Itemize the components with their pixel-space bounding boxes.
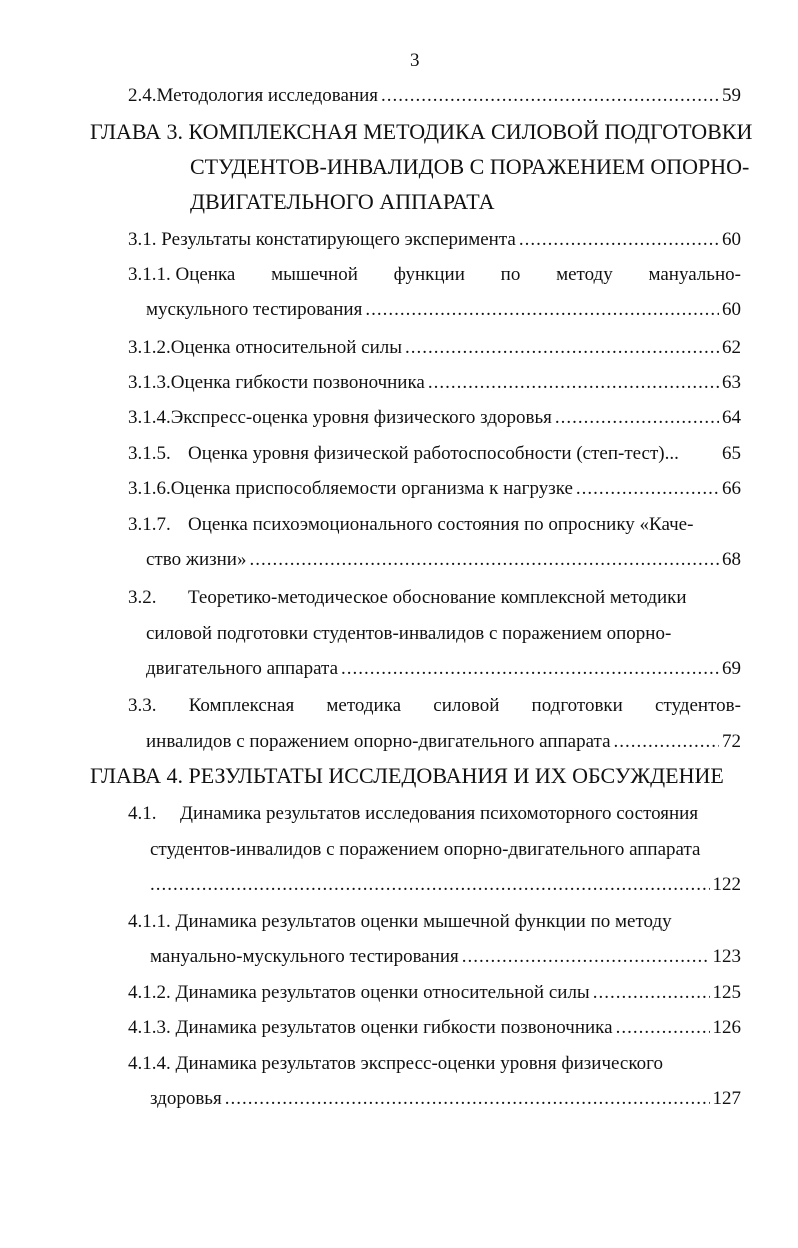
toc-entry-3-1-1-line-2[interactable] [146, 298, 741, 322]
toc-entry-3-1-4[interactable] [128, 406, 741, 430]
leader-dots [150, 873, 710, 897]
toc-page: 69 [722, 658, 741, 679]
toc-page: 59 [722, 85, 741, 106]
toc-entry-4-1-4-line-2[interactable] [150, 1087, 741, 1111]
toc-number: 2.4. [128, 85, 157, 106]
toc-entry-3-1-2[interactable] [128, 336, 741, 360]
chapter-heading-4[interactable]: ГЛАВА 4. РЕЗУЛЬТАТЫ ИССЛЕДОВАНИЯ И ИХ ОБСУЖДЕНИЕ [90, 763, 724, 788]
toc-entry-3-1-7-line-2[interactable] [146, 548, 741, 572]
toc-title: Оценка гибкости позвоночника [170, 372, 425, 393]
toc-word: подготовки [531, 695, 623, 716]
toc-entry-4-1-line-1[interactable] [128, 802, 741, 826]
toc-page: 65 [722, 443, 741, 464]
leader-dots [519, 228, 719, 252]
toc-entry-2-4[interactable] [128, 84, 741, 108]
toc-page: 64 [722, 407, 741, 428]
chapter-heading-3-line-1[interactable]: ГЛАВА 3. КОМПЛЕКСНАЯ МЕТОДИКА СИЛОВОЙ ПОДГОТОВКИ [90, 119, 753, 144]
toc-title: 4.1.3. Динамика результатов оценки гибкости позвоночника [128, 1017, 613, 1038]
toc-entry-3-3-line-1[interactable] [128, 694, 741, 718]
page-number: 3 [410, 50, 420, 71]
toc-word: мануально- [648, 264, 741, 285]
toc-page: 123 [712, 946, 741, 967]
toc-entry-3-2-line-1[interactable] [128, 586, 741, 610]
toc-title: Методология исследования [156, 85, 379, 106]
toc-title: Динамика результатов исследования психомоторного состояния [180, 803, 699, 824]
leader-dots [428, 371, 719, 395]
toc-title: 3.1. Результаты констатирующего эксперимента [128, 229, 516, 250]
toc-entry-3-1[interactable] [128, 228, 741, 252]
toc-title: здоровья [150, 1088, 222, 1109]
toc-number: 3.1.2. [128, 337, 171, 358]
toc-page: 125 [712, 982, 741, 1003]
leader-dots [381, 84, 719, 108]
toc-title: инвалидов с поражением опорно-двигательного аппарата [146, 731, 611, 752]
toc-entry-4-1-line-3[interactable] [150, 873, 741, 897]
toc-word: силовой [433, 695, 500, 716]
toc-entry-3-3-line-2[interactable] [146, 730, 741, 754]
toc-number: 3.1.3. [128, 372, 171, 393]
toc-title: ство жизни» [146, 549, 247, 570]
toc-entry-3-1-5[interactable] [128, 442, 741, 466]
toc-title: Оценка относительной силы [170, 337, 402, 358]
toc-word: методика [326, 695, 402, 716]
leader-dots [555, 406, 719, 430]
toc-entry-4-1-3[interactable] [128, 1016, 741, 1040]
toc-page: 68 [722, 549, 741, 570]
toc-entry-3-2-line-2: силовой подготовки студентов-инвалидов с поражением опорно- [146, 623, 672, 644]
toc-page: 126 [712, 1017, 741, 1038]
leader-dots [614, 730, 719, 754]
toc-page: 63 [722, 372, 741, 393]
toc-number: 3.1.7. [128, 514, 171, 535]
toc-title: Оценка уровня физической работоспособности (степ-тест)... [188, 443, 679, 464]
toc-word: студентов- [655, 695, 741, 716]
toc-entry-4-1-1-line-2[interactable] [150, 945, 741, 969]
toc-entry-3-2-line-3[interactable] [146, 657, 741, 681]
leader-dots [616, 1016, 710, 1040]
toc-entry-4-1-2[interactable] [128, 981, 741, 1005]
toc-number: 3.3. [128, 695, 157, 716]
toc-title: Оценка приспособляемости организма к нагрузке [170, 478, 573, 499]
leader-dots [593, 981, 710, 1005]
toc-entry-3-1-1-line-1[interactable] [128, 263, 741, 287]
leader-dots [249, 548, 719, 572]
leader-dots [365, 298, 719, 322]
chapter-heading-3-line-3: ДВИГАТЕЛЬНОГО АППАРАТА [190, 189, 495, 214]
toc-title: Теоретико-методическое обоснование комплексной методики [188, 587, 687, 608]
toc-title: мускульного тестирования [146, 299, 363, 320]
toc-word: Комплексная [188, 695, 295, 716]
leader-dots [405, 336, 719, 360]
toc-entry-3-1-6[interactable] [128, 477, 741, 501]
toc-word: методу [556, 264, 613, 285]
toc-entry-4-1-4-line-1[interactable]: 4.1.4. Динамика результатов экспресс-оценки уровня физического [128, 1053, 663, 1074]
leader-dots [341, 657, 719, 681]
toc-title: Экспресс-оценка уровня физического здоровья [170, 407, 552, 428]
leader-dots [225, 1087, 710, 1111]
toc-title: мануально-мускульного тестирования [150, 946, 459, 967]
toc-page: 60 [722, 299, 741, 320]
toc-entry-3-1-3[interactable] [128, 371, 741, 395]
toc-word: мышечной [271, 264, 358, 285]
toc-word: функции [393, 264, 465, 285]
toc-page: 72 [722, 731, 741, 752]
toc-entry-4-1-line-2: студентов-инвалидов с поражением опорно-двигательного аппарата [150, 839, 701, 860]
toc-number: 3.2. [128, 587, 157, 608]
toc-number: 3.1.4. [128, 407, 171, 428]
toc-page: 66 [722, 478, 741, 499]
toc-page: 60 [722, 229, 741, 250]
leader-dots [576, 477, 719, 501]
leader-dots [462, 945, 710, 969]
toc-number: 3.1.5. [128, 443, 171, 464]
toc-number: 3.1.6. [128, 478, 171, 499]
toc-entry-3-1-7-line-1[interactable] [128, 513, 741, 537]
toc-word: по [500, 264, 521, 285]
toc-title: 4.1.2. Динамика результатов оценки относительной силы [128, 982, 590, 1003]
toc-page: 127 [712, 1088, 741, 1109]
toc-word: 3.1.1. Оценка [128, 264, 236, 285]
toc-number: 4.1. [128, 803, 157, 824]
toc-page: 62 [722, 337, 741, 358]
chapter-heading-3-line-2: СТУДЕНТОВ-ИНВАЛИДОВ С ПОРАЖЕНИЕМ ОПОРНО- [190, 154, 750, 179]
toc-entry-4-1-1-line-1[interactable]: 4.1.1. Динамика результатов оценки мышечной функции по методу [128, 911, 672, 932]
toc-title: двигательного аппарата [146, 658, 339, 679]
toc-page: 122 [712, 874, 741, 895]
toc-title: Оценка психоэмоционального состояния по опроснику «Каче- [188, 514, 694, 535]
